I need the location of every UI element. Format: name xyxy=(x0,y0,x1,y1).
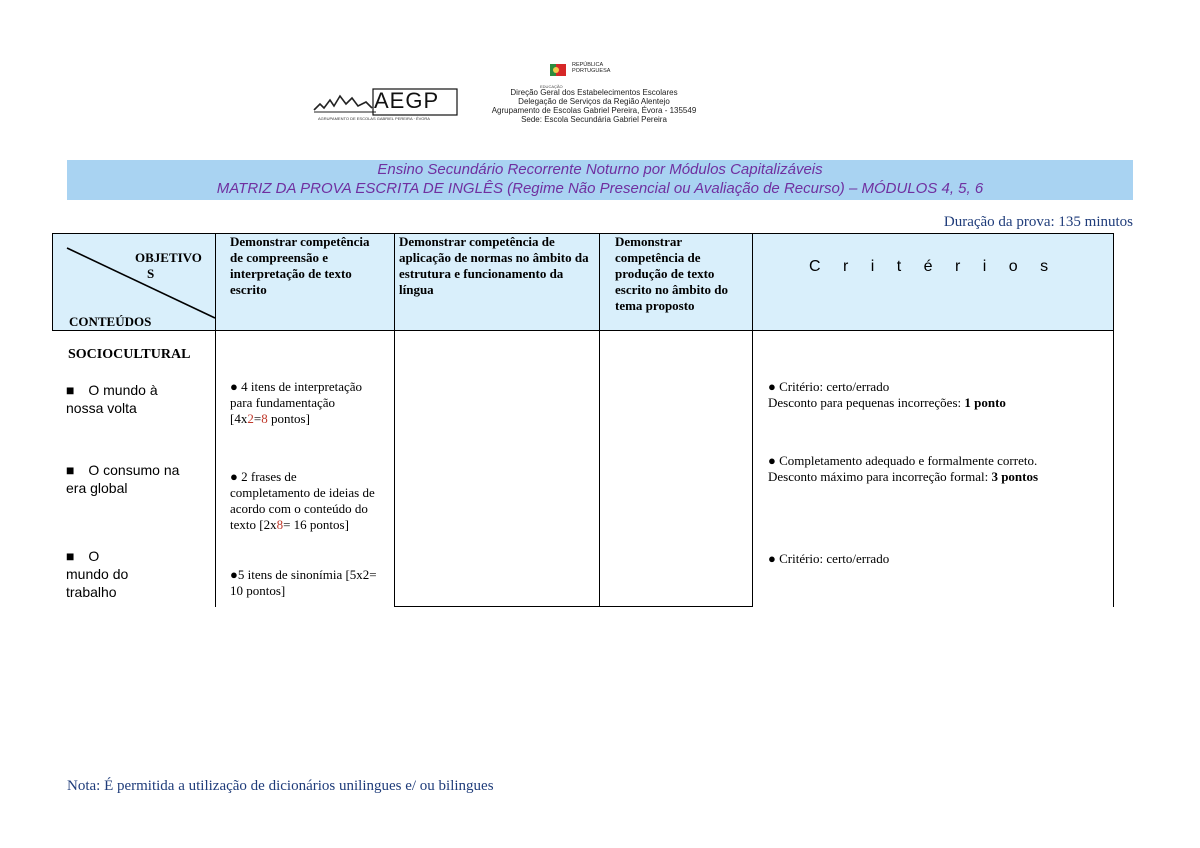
col2-body-cell xyxy=(394,330,600,607)
section-title-sociocultural: SOCIOCULTURAL xyxy=(68,347,191,362)
item-sinonimia: ●5 itens de sinonímia [5x2= 10 pontos] xyxy=(230,567,377,598)
criterio-interpretacao: ● Critério: certo/errado Desconto para pequenas incorreções: 1 ponto xyxy=(768,379,1006,410)
col-header-aplicacao: Demonstrar competência de aplicação de normas no âmbito da estrutura e funcionamento da língua xyxy=(394,233,600,331)
round-bullet-icon: ● xyxy=(230,379,238,394)
col3-body-cell xyxy=(599,330,753,607)
item-completamento: ● 2 frases de completamento de ideias de acordo com o conteúdo do texto [2x8= 16 pontos] xyxy=(230,469,375,532)
aegp-frame-icon xyxy=(372,88,458,118)
aegp-logo-subtext: AGRUPAMENTO DE ESCOLAS GABRIEL PEREIRA · ÉVORA xyxy=(318,116,430,121)
topic-mundo-nossa-volta: ■ O mundo à nossa volta xyxy=(66,382,158,416)
round-bullet-icon: ● xyxy=(230,469,238,484)
conteudos-label: CONTEÚDOS xyxy=(69,314,152,329)
exam-duration: Duração da prova: 135 minutos xyxy=(943,214,1133,230)
square-bullet-icon: ■ xyxy=(66,462,75,478)
title-line-1: Ensino Secundário Recorrente Noturno por Módulos Capitalizáveis xyxy=(377,161,823,178)
col-header-producao: Demonstrar competência de produção de texto escrito no âmbito do tema proposto xyxy=(599,233,753,331)
aegp-logo-text: AEGP xyxy=(374,88,440,113)
square-bullet-icon: ■ xyxy=(66,548,75,564)
dg-address-block: Direção Geral dos Estabelecimentos Escolares Delegação de Serviços da Região Alentejo Agrupamento de Escolas Gabriel Pereira, Évora - 135549 Sede: Escola Secundária Gabriel Pereira xyxy=(491,88,697,124)
criterio-sinonimia: ● Critério: certo/errado xyxy=(768,551,890,566)
col1-left-border xyxy=(215,330,216,607)
republica-label: REPÚBLICA PORTUGUESA xyxy=(572,62,611,74)
dictionary-note: Nota: É permitida a utilização de dicionários unilingues e/ ou bilingues xyxy=(67,778,494,794)
criterio-completamento: ● Completamento adequado e formalmente correto. Desconto máximo para incorreção formal: 3 pontos xyxy=(768,453,1039,484)
topic-consumo-era-global: ■ O consumo na era global xyxy=(66,462,180,496)
round-bullet-icon: ● xyxy=(230,567,238,582)
item-interpretacao: ● 4 itens de interpretação para fundamentação [4x2=8 pontos] xyxy=(230,379,363,426)
exam-matrix-table xyxy=(52,233,1114,608)
topic-mundo-trabalho: ■ O mundo do trabalho xyxy=(66,548,129,600)
title-line-2: MATRIZ DA PROVA ESCRITA DE INGLÊS (Regime Não Presencial ou Avaliação de Recurso) – MÓDULOS 4, 5, 6 xyxy=(216,180,984,197)
col-header-criterios: C r i t é r i o s xyxy=(752,233,1114,331)
corner-header-cell xyxy=(52,233,216,331)
header-logos xyxy=(312,62,748,126)
educacao-label: EDUCAÇÃO xyxy=(540,84,563,89)
right-border xyxy=(1113,330,1114,607)
square-bullet-icon: ■ xyxy=(66,382,75,398)
objetivos-label: OBJETIVO S xyxy=(135,250,202,281)
col-header-compreensao: Demonstrar competência de compreensão e interpretação de texto escrito xyxy=(215,233,395,331)
portugal-flag-icon xyxy=(550,62,566,78)
aegp-logo xyxy=(312,88,458,124)
document-title xyxy=(67,160,1133,200)
